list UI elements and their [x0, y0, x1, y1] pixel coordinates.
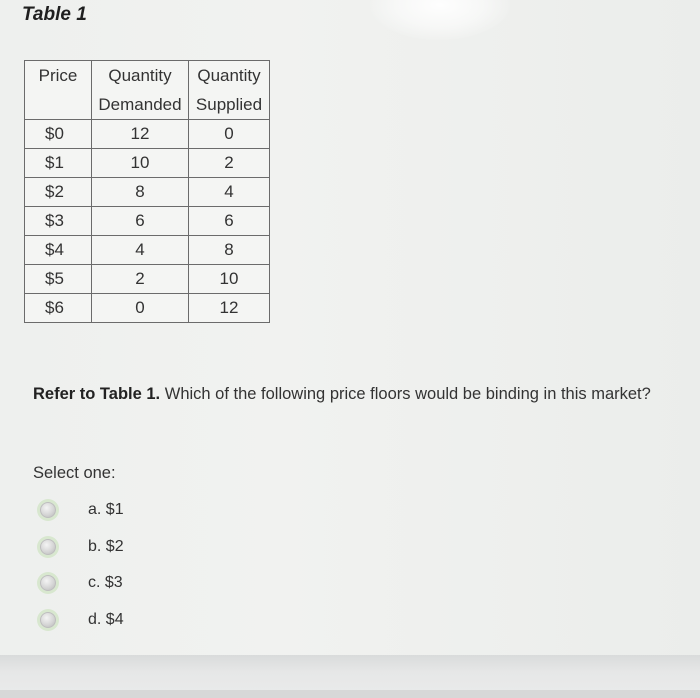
question-reference: Refer to Table 1.: [33, 385, 161, 403]
radio-button[interactable]: [40, 502, 56, 518]
option-c[interactable]: [40, 571, 123, 595]
radio-button[interactable]: [40, 612, 56, 628]
cell-demanded: 2: [92, 265, 189, 294]
question-text: [33, 380, 683, 408]
cell-supplied: 0: [189, 120, 270, 149]
header-demanded-line2: Demanded: [98, 95, 182, 114]
table-row: [25, 178, 270, 207]
select-one-label: Select one:: [33, 464, 116, 482]
cell-price: $3: [25, 207, 92, 236]
header-price-line1: Price: [38, 66, 78, 85]
table-row: [25, 236, 270, 265]
cell-supplied: 4: [189, 178, 270, 207]
header-supplied-line1: Quantity: [197, 66, 261, 85]
cell-demanded: 6: [92, 207, 189, 236]
cell-price: $5: [25, 265, 92, 294]
supply-demand-table: [24, 60, 270, 323]
header-quantity-supplied: [189, 61, 270, 120]
table-header-row: [25, 61, 270, 120]
cell-demanded: 12: [92, 120, 189, 149]
cell-price: $1: [25, 149, 92, 178]
bottom-divider: [0, 690, 700, 698]
cell-supplied: 12: [189, 294, 270, 323]
header-supplied-line2: Supplied: [195, 95, 263, 114]
cell-supplied: 2: [189, 149, 270, 178]
cell-supplied: 10: [189, 265, 270, 294]
table-row: [25, 265, 270, 294]
screen-glare: [370, 0, 510, 40]
option-a[interactable]: [40, 498, 124, 522]
cell-price: $2: [25, 178, 92, 207]
table-row: [25, 207, 270, 236]
radio-button[interactable]: [40, 575, 56, 591]
option-label[interactable]: c. $3: [88, 574, 123, 591]
cell-demanded: 8: [92, 178, 189, 207]
radio-button[interactable]: [40, 539, 56, 555]
cell-supplied: 6: [189, 207, 270, 236]
header-price: [25, 61, 92, 120]
header-demanded-line1: Quantity: [108, 66, 172, 85]
cell-demanded: 10: [92, 149, 189, 178]
cell-price: $0: [25, 120, 92, 149]
cell-price: $4: [25, 236, 92, 265]
table-row: [25, 149, 270, 178]
header-quantity-demanded: [92, 61, 189, 120]
cell-demanded: 0: [92, 294, 189, 323]
cell-supplied: 8: [189, 236, 270, 265]
option-b[interactable]: [40, 535, 124, 559]
table-row: [25, 120, 270, 149]
option-label[interactable]: d. $4: [88, 611, 124, 628]
cell-price: $6: [25, 294, 92, 323]
question-body: Which of the following price floors would be binding in this market?: [160, 385, 651, 403]
option-label[interactable]: a. $1: [88, 501, 124, 518]
table-title: Table 1: [22, 4, 87, 25]
option-label[interactable]: b. $2: [88, 538, 124, 555]
option-d[interactable]: [40, 608, 124, 632]
table-row: [25, 294, 270, 323]
cell-demanded: 4: [92, 236, 189, 265]
